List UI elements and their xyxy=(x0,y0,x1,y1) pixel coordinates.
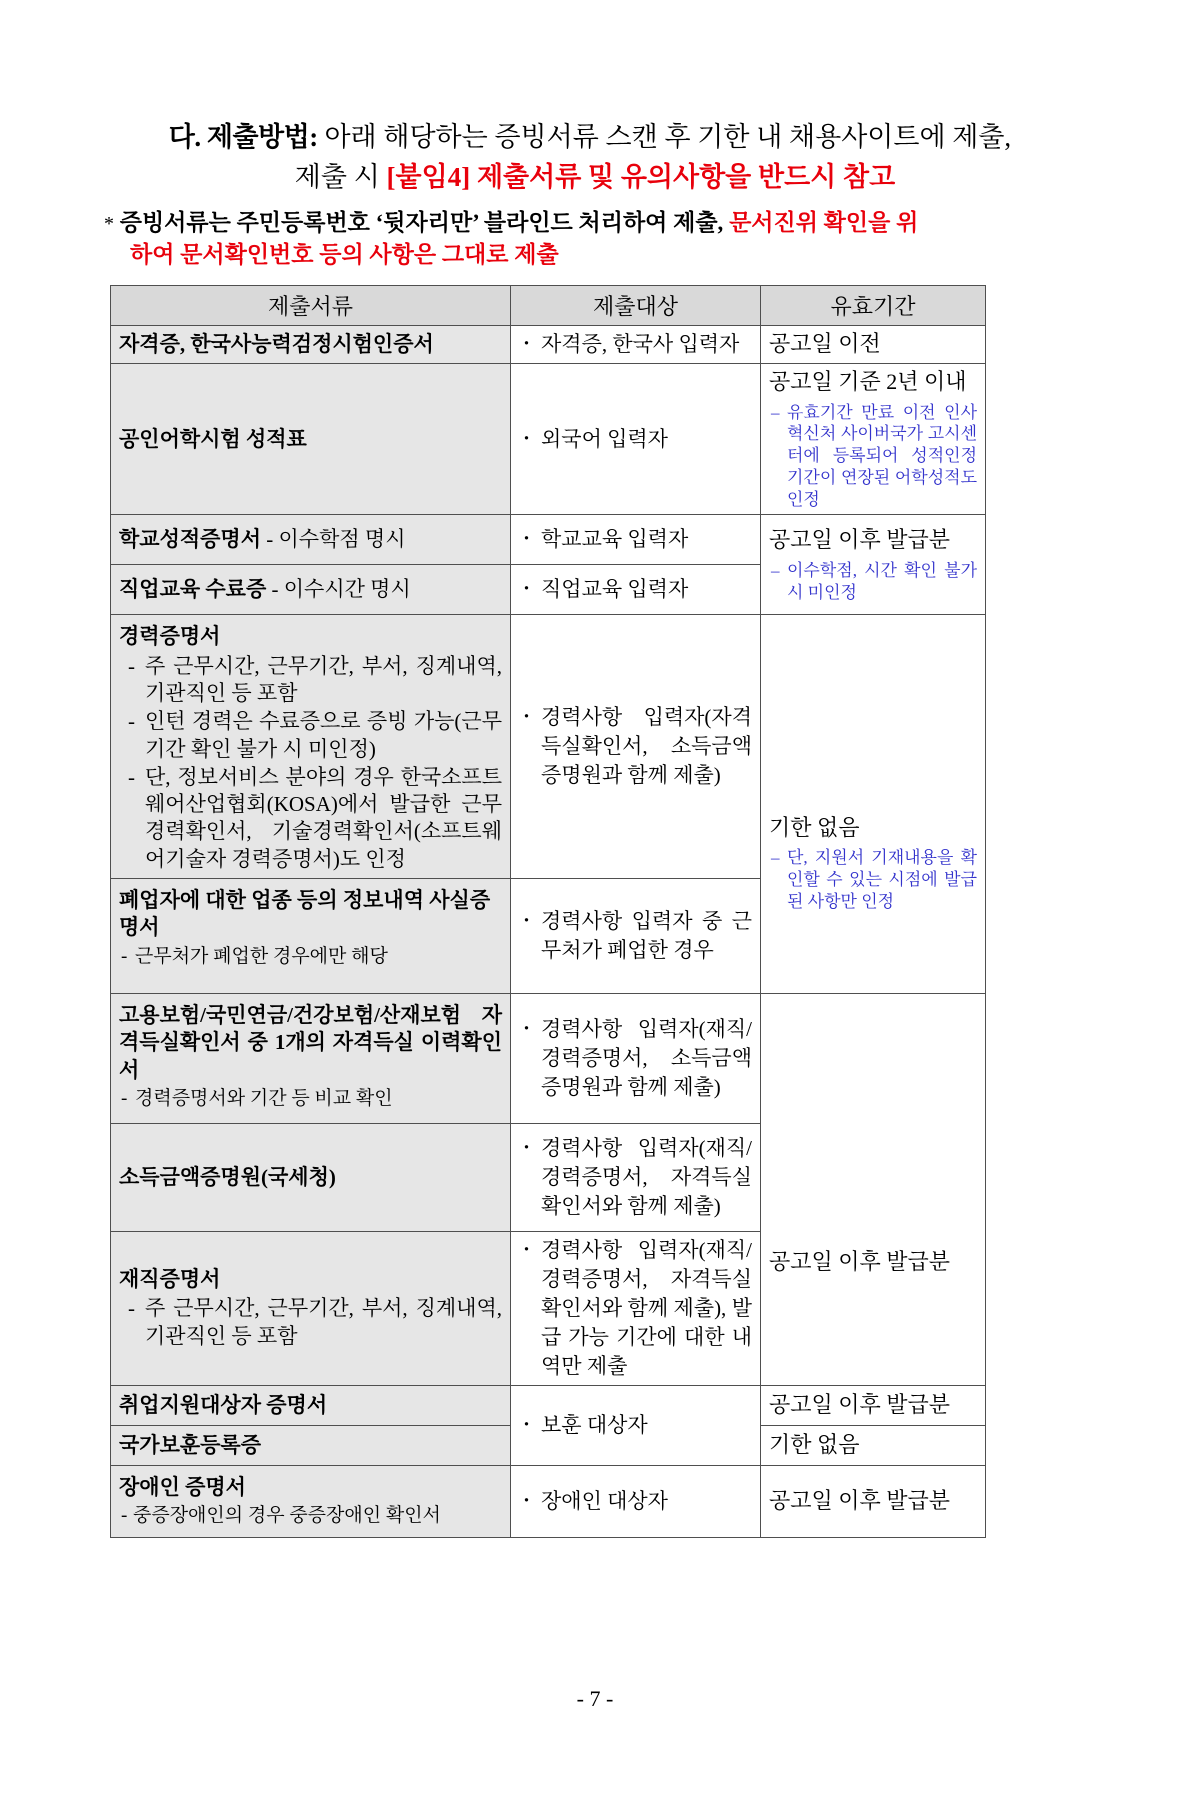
heading-line2-prefix: 제출 시 xyxy=(294,162,387,193)
cell-target xyxy=(511,515,761,565)
cell-document-title xyxy=(111,615,511,879)
table-row xyxy=(111,994,986,1124)
doc-title: 장애인 증명서 xyxy=(119,1474,246,1499)
heading-label: 다. 제출방법 xyxy=(168,122,310,152)
cell-document-title xyxy=(111,515,511,565)
cell-target xyxy=(511,1124,761,1232)
validity-text: 공고일 이전 xyxy=(769,331,881,357)
note-part1: 증빙서류는 주민등록번호 ‘뒷자리만’ 블라인드 처리하여 제출, xyxy=(119,209,730,235)
doc-bullet: - 단, 정보서비스 분야의 경우 한국소프트웨어산업협회(KOSA)에서 발급한 근무경력확인서, 기술경력확인서(소프트웨어기술자 경력증명서)도 인정 xyxy=(119,764,502,873)
cell-document-title xyxy=(111,994,511,1124)
note-part-red2: 하여 문서확인번호 등의 사항은 그대로 제출 xyxy=(130,241,559,267)
cell-document-title xyxy=(111,1465,511,1537)
doc-subtitle: - 이수시간 명시 xyxy=(266,577,411,602)
note-part-red: 문서진위 확인을 위 xyxy=(729,209,919,235)
doc-title: 학교성적증명서 xyxy=(119,527,262,552)
target-text: · 경력사항 입력자(재직/경력증명서, 자격득실확인서와 함께 제출) xyxy=(519,1134,752,1221)
doc-title: 재직증명서 xyxy=(119,1266,221,1291)
cell-document-title xyxy=(111,1425,511,1465)
validity-note: – 단, 지원서 기재내용을 확인할 수 있는 시점에 발급된 사항만 인정 xyxy=(769,847,977,912)
cell-document-title xyxy=(111,1232,511,1386)
cell-target xyxy=(511,1385,761,1465)
table-row xyxy=(111,515,986,565)
cell-validity xyxy=(761,326,986,364)
section-heading xyxy=(0,118,1190,156)
heading-line2-highlight: [붙임4] 제출서류 및 유의사항을 반드시 참고 xyxy=(386,162,896,193)
note-star: * xyxy=(104,212,114,235)
doc-bullet: - 인턴 경력은 수료증으로 증빙 가능(근무기간 확인 불가 시 미인정) xyxy=(119,708,502,763)
cell-validity xyxy=(761,515,986,615)
submission-documents-table xyxy=(110,285,986,1538)
cell-target xyxy=(511,364,761,515)
doc-sub-note: - 중증장애인의 경우 중증장애인 확인서 xyxy=(119,1504,502,1529)
target-text: · 경력사항 입력자(재직/경력증명서, 소득금액증명원과 함께 제출) xyxy=(519,1015,752,1102)
table-row xyxy=(111,364,986,515)
cell-target xyxy=(511,879,761,994)
doc-title: 고용보험/국민연금/건강보험/산재보험 자격득실확인서 중 1개의 자격득실 이력확인서 xyxy=(119,1003,502,1082)
doc-sub-note: - 근무처가 폐업한 경우에만 해당 xyxy=(119,945,502,970)
validity-text: 공고일 이후 발급분 xyxy=(769,1488,951,1514)
column-header-target: 제출대상 xyxy=(511,286,761,326)
doc-bullet: - 주 근무시간, 근무기간, 부서, 징계내역, 기관직인 등 포함 xyxy=(119,1295,502,1350)
target-text: · 경력사항 입력자(자격득실확인서, 소득금액증명원과 함께 제출) xyxy=(519,703,752,790)
cell-target xyxy=(511,565,761,615)
table-row xyxy=(111,615,986,879)
page-number: - 7 - xyxy=(576,1686,614,1711)
table-row xyxy=(111,1465,986,1537)
doc-title: 직업교육 수료증 xyxy=(119,577,267,602)
doc-sub-note: - 경력증명서와 기간 등 비교 확인 xyxy=(119,1087,502,1112)
cell-validity xyxy=(761,364,986,515)
document-page xyxy=(0,118,1190,1800)
target-text: · 장애인 대상자 xyxy=(519,1487,752,1516)
table-header-row xyxy=(111,286,986,326)
doc-title: 취업지원대상자 증명서 xyxy=(119,1392,328,1417)
doc-title: 폐업자에 대한 업종 등의 정보내역 사실증명서 xyxy=(119,888,491,940)
validity-note: – 이수학점, 시간 확인 불가 시 미인정 xyxy=(769,560,977,604)
validity-text: 기한 없음 xyxy=(769,1432,860,1458)
blind-processing-note xyxy=(0,207,1190,271)
target-text: · 자격증, 한국사 입력자 xyxy=(519,330,752,359)
cell-document-title xyxy=(111,1385,511,1425)
doc-title: 국가보훈등록증 xyxy=(119,1432,262,1457)
cell-validity xyxy=(761,1425,986,1465)
validity-text: 공고일 이후 발급분 xyxy=(769,527,951,553)
validity-note: – 유효기간 만료 이전 인사혁신처 사이버국가 고시센터에 등록되어 성적인정 기간이 연장된 어학성적도 인정 xyxy=(769,402,977,511)
doc-title: 자격증, 한국사능력검정시험인증서 xyxy=(119,331,434,356)
target-text: · 외국어 입력자 xyxy=(519,425,752,454)
cell-target xyxy=(511,994,761,1124)
doc-subtitle: - 이수학점 명시 xyxy=(261,527,406,552)
doc-bullet: - 주 근무시간, 근무기간, 부서, 징계내역, 기관직인 등 포함 xyxy=(119,653,502,708)
cell-document-title xyxy=(111,364,511,515)
target-text: · 경력사항 입력자 중 근무처가 폐업한 경우 xyxy=(519,907,752,965)
doc-title: 경력증명서 xyxy=(119,624,221,649)
cell-document-title xyxy=(111,879,511,994)
cell-document-title xyxy=(111,326,511,364)
column-header-document: 제출서류 xyxy=(111,286,511,326)
validity-text: 공고일 이후 발급분 xyxy=(769,1392,951,1418)
doc-bullet-list xyxy=(119,1295,502,1350)
cell-document-title xyxy=(111,565,511,615)
target-text: · 직업교육 입력자 xyxy=(519,575,752,604)
validity-text: 공고일 이후 발급분 xyxy=(769,1248,951,1274)
target-text: · 학교교육 입력자 xyxy=(519,525,752,554)
cell-validity xyxy=(761,994,986,1386)
table-row xyxy=(111,1385,986,1425)
cell-target xyxy=(511,326,761,364)
cell-document-title xyxy=(111,1124,511,1232)
cell-target xyxy=(511,1465,761,1537)
target-text: · 보훈 대상자 xyxy=(519,1411,752,1440)
cell-validity xyxy=(761,615,986,994)
page-footer xyxy=(0,1686,1190,1712)
target-text: · 경력사항 입력자(재직/경력증명서, 자격득실확인서와 함께 제출), 발급 가능 기간에 대한 내역만 제출 xyxy=(519,1236,752,1381)
cell-validity xyxy=(761,1385,986,1425)
table-row xyxy=(111,326,986,364)
doc-title: 공인어학시험 성적표 xyxy=(119,426,307,451)
validity-text: 공고일 기준 2년 이내 xyxy=(769,369,967,394)
heading-body: 아래 해당하는 증빙서류 스캔 후 기한 내 채용사이트에 제출, xyxy=(324,122,1012,152)
validity-text: 기한 없음 xyxy=(769,814,860,840)
column-header-validity: 유효기간 xyxy=(761,286,986,326)
heading-colon: : xyxy=(309,122,318,152)
cell-target xyxy=(511,1232,761,1386)
section-heading-line2 xyxy=(0,158,1190,196)
doc-title: 소득금액증명원(국세청) xyxy=(119,1164,336,1189)
cell-validity xyxy=(761,1465,986,1537)
doc-bullet-list xyxy=(119,653,502,873)
cell-target xyxy=(511,615,761,879)
